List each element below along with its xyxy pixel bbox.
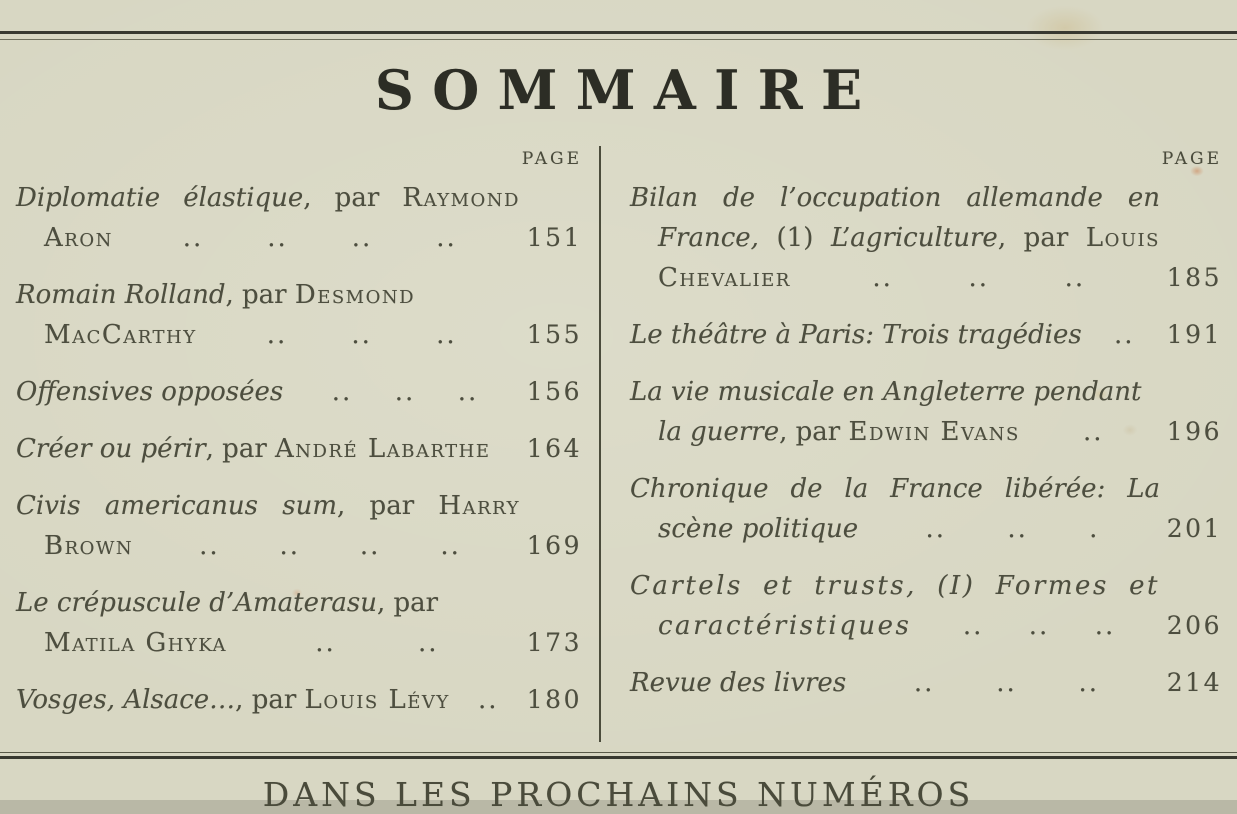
leader-dots: .. bbox=[477, 685, 499, 715]
page-number: 156 bbox=[526, 377, 582, 406]
toc-entry-line bbox=[630, 258, 1222, 298]
leader-dots: .. bbox=[267, 223, 288, 253]
toc-entry bbox=[16, 275, 582, 355]
toc-entry-line bbox=[630, 412, 1222, 452]
leader-dots: .. bbox=[962, 611, 984, 641]
leader-dots: .. bbox=[315, 628, 336, 658]
text-segment: Edwin Evans bbox=[848, 417, 1020, 447]
text-segment: Offensives opposées bbox=[16, 377, 284, 407]
text-segment: , par bbox=[225, 280, 295, 310]
toc-entries-right bbox=[630, 178, 1222, 703]
toc-entry bbox=[16, 583, 582, 663]
leader-dots: .. bbox=[418, 628, 439, 658]
bottom-rule-thin bbox=[0, 752, 1237, 753]
leader-dots: .. bbox=[182, 223, 204, 253]
page-number: 169 bbox=[526, 531, 582, 560]
text-segment: , par bbox=[205, 434, 276, 464]
top-rule-thick bbox=[0, 31, 1237, 34]
dot-leader bbox=[791, 258, 1167, 298]
page-number: 180 bbox=[526, 685, 582, 714]
text-segment: MacCarthy bbox=[44, 320, 197, 350]
dot-leader bbox=[113, 218, 527, 258]
text-segment: Le crépuscule d’Amaterasu bbox=[16, 588, 377, 618]
text-segment: , par bbox=[235, 685, 305, 715]
leader-dots: .. bbox=[359, 531, 381, 561]
leader-dots: .. bbox=[1064, 263, 1086, 293]
leader-dots: .. bbox=[351, 223, 373, 253]
page-number: 191 bbox=[1166, 320, 1222, 349]
toc-entry bbox=[630, 315, 1222, 355]
leader-dots: .. bbox=[1028, 611, 1050, 641]
leader-dots: .. bbox=[331, 377, 353, 407]
text-segment: Aron bbox=[44, 223, 113, 253]
text-segment: André Labarthe bbox=[275, 434, 491, 464]
toc-entry-line bbox=[16, 623, 582, 663]
bottom-rule-thick bbox=[0, 756, 1237, 759]
text-segment: Harry bbox=[438, 491, 520, 521]
leader-dots: .. bbox=[1078, 668, 1100, 698]
entry-text bbox=[44, 623, 227, 663]
leader-dots: .. bbox=[1094, 611, 1116, 641]
entry-text bbox=[658, 258, 791, 298]
text-segment: Créer ou périr bbox=[16, 434, 206, 464]
text-segment: la guerre bbox=[658, 417, 780, 447]
toc-entry bbox=[630, 663, 1222, 703]
toc-entry-line bbox=[630, 663, 1222, 703]
leader-dots: .. bbox=[266, 320, 288, 350]
dot-leader bbox=[1082, 315, 1167, 355]
text-segment: Brown bbox=[44, 531, 134, 561]
dot-leader bbox=[450, 680, 527, 720]
toc-entry-line bbox=[630, 469, 1160, 509]
text-segment: Louis bbox=[1085, 223, 1160, 253]
toc-entry-line bbox=[16, 583, 582, 623]
toc-entry-line bbox=[16, 526, 582, 566]
text-segment: Civis americanus sum bbox=[16, 491, 338, 521]
toc-entry bbox=[630, 178, 1222, 298]
toc-entry-line bbox=[16, 178, 520, 218]
leader-dots: .. bbox=[457, 377, 479, 407]
dot-leader bbox=[197, 315, 527, 355]
leader-dots: .. bbox=[351, 320, 372, 350]
leader-dots: .. bbox=[996, 668, 1017, 698]
text-segment: Vosges, Alsace… bbox=[16, 685, 236, 715]
page-number: 196 bbox=[1166, 417, 1222, 446]
text-segment: Le théâtre à Paris: Trois tragédies bbox=[630, 320, 1082, 350]
leader-dots: .. bbox=[279, 531, 301, 561]
toc-entry bbox=[16, 429, 582, 469]
toc-entry bbox=[16, 680, 582, 720]
leader-dots: .. bbox=[925, 514, 946, 544]
text-segment: Desmond bbox=[294, 280, 416, 310]
leader-dots: .. bbox=[436, 320, 457, 350]
dot-leader bbox=[858, 509, 1167, 549]
toc-entry-line bbox=[16, 372, 582, 412]
toc-entry bbox=[16, 372, 582, 412]
leader-dots: . bbox=[1089, 514, 1100, 544]
toc-entry bbox=[16, 178, 582, 258]
toc-entry-line bbox=[16, 275, 582, 315]
top-rule-thin bbox=[0, 39, 1237, 40]
text-segment: , par bbox=[997, 223, 1086, 253]
dot-leader bbox=[1020, 412, 1167, 452]
page-number: 155 bbox=[526, 320, 582, 349]
page-title: SOMMAIRE bbox=[374, 58, 881, 122]
text-segment: Matila Ghyka bbox=[44, 628, 228, 658]
toc-column-right bbox=[601, 142, 1237, 742]
text-segment: La vie musicale en Angleterre pendant bbox=[630, 377, 1142, 407]
dot-leader bbox=[283, 372, 527, 412]
leader-dots: .. bbox=[872, 263, 893, 293]
dot-leader bbox=[133, 526, 527, 566]
entry-text bbox=[44, 526, 133, 566]
toc-entry-line bbox=[630, 315, 1222, 355]
page-number: 164 bbox=[526, 434, 582, 463]
toc-entry-line bbox=[16, 218, 582, 258]
text-segment: , par bbox=[303, 183, 403, 213]
leader-dots: .. bbox=[394, 377, 416, 407]
text-segment: Diplomatie élastique bbox=[16, 183, 304, 213]
text-segment: scène politique bbox=[658, 514, 859, 544]
text-segment: , par bbox=[337, 491, 439, 521]
toc-entry bbox=[630, 469, 1222, 549]
text-segment: L’agriculture bbox=[830, 223, 998, 253]
page-number: 214 bbox=[1166, 668, 1222, 697]
leader-dots: .. bbox=[968, 263, 990, 293]
text-segment: Chronique de la France libérée: La bbox=[630, 474, 1160, 504]
dot-leader bbox=[846, 663, 1167, 703]
footer-teaser-text: DANS LES PROCHAINS NUMÉROS bbox=[262, 775, 975, 814]
text-segment: Romain Rolland bbox=[16, 280, 226, 310]
toc-entry-line bbox=[16, 680, 582, 720]
entry-text bbox=[658, 509, 858, 549]
page-column-header-right: PAGE bbox=[1161, 149, 1222, 169]
entry-text bbox=[630, 663, 846, 703]
leader-dots: .. bbox=[199, 531, 220, 561]
toc-entry-line bbox=[16, 429, 582, 469]
toc-entry bbox=[16, 486, 582, 566]
leader-dots: .. bbox=[1007, 514, 1028, 544]
text-segment: (1) bbox=[758, 223, 831, 253]
dot-leader bbox=[227, 623, 527, 663]
entry-text bbox=[630, 315, 1082, 355]
toc-entry-line bbox=[630, 218, 1160, 258]
text-segment: Cartels et trusts, (I) Formes et bbox=[630, 571, 1160, 601]
toc-entry-line bbox=[630, 606, 1222, 646]
text-segment: Bilan de l’occupation allemande en bbox=[630, 183, 1160, 213]
text-segment: Revue des livres bbox=[630, 668, 847, 698]
toc-entry-line bbox=[16, 315, 582, 355]
toc-entry bbox=[630, 372, 1222, 452]
footer-teaser-band bbox=[0, 775, 1237, 814]
toc-entry-line bbox=[630, 178, 1160, 218]
entry-text bbox=[658, 412, 1020, 452]
leader-dots: .. bbox=[1083, 417, 1104, 447]
toc-column-left bbox=[0, 142, 599, 742]
toc-entry-line bbox=[630, 566, 1160, 606]
leader-dots: .. bbox=[436, 223, 457, 253]
entry-text bbox=[16, 429, 491, 469]
entry-text bbox=[44, 315, 197, 355]
leader-dots: .. bbox=[913, 668, 935, 698]
text-segment: Raymond bbox=[402, 183, 520, 213]
page-number: 185 bbox=[1166, 263, 1222, 292]
toc-columns bbox=[0, 142, 1237, 742]
page-number: 151 bbox=[526, 223, 582, 252]
text-segment: Chevalier bbox=[658, 263, 791, 293]
entry-text bbox=[44, 218, 113, 258]
text-segment: , par bbox=[377, 588, 439, 618]
text-segment: , par bbox=[779, 417, 849, 447]
toc-entry-line bbox=[16, 486, 520, 526]
text-segment: France, bbox=[658, 223, 759, 253]
page-column-header-left: PAGE bbox=[521, 149, 582, 169]
text-segment: Louis Lévy bbox=[304, 685, 450, 715]
toc-entry-line bbox=[630, 509, 1222, 549]
page-number: 173 bbox=[526, 628, 582, 657]
entry-text bbox=[16, 680, 450, 720]
dot-leader bbox=[911, 606, 1166, 646]
text-segment: caractéristiques bbox=[658, 611, 912, 641]
leader-dots: .. bbox=[440, 531, 461, 561]
toc-entries-left bbox=[16, 178, 582, 720]
entry-text bbox=[16, 372, 283, 412]
toc-entry-line bbox=[630, 372, 1222, 412]
entry-text bbox=[658, 606, 911, 646]
toc-entry bbox=[630, 566, 1222, 646]
page-number: 201 bbox=[1166, 514, 1222, 543]
leader-dots: .. bbox=[1113, 320, 1135, 350]
page-number: 206 bbox=[1166, 611, 1222, 640]
